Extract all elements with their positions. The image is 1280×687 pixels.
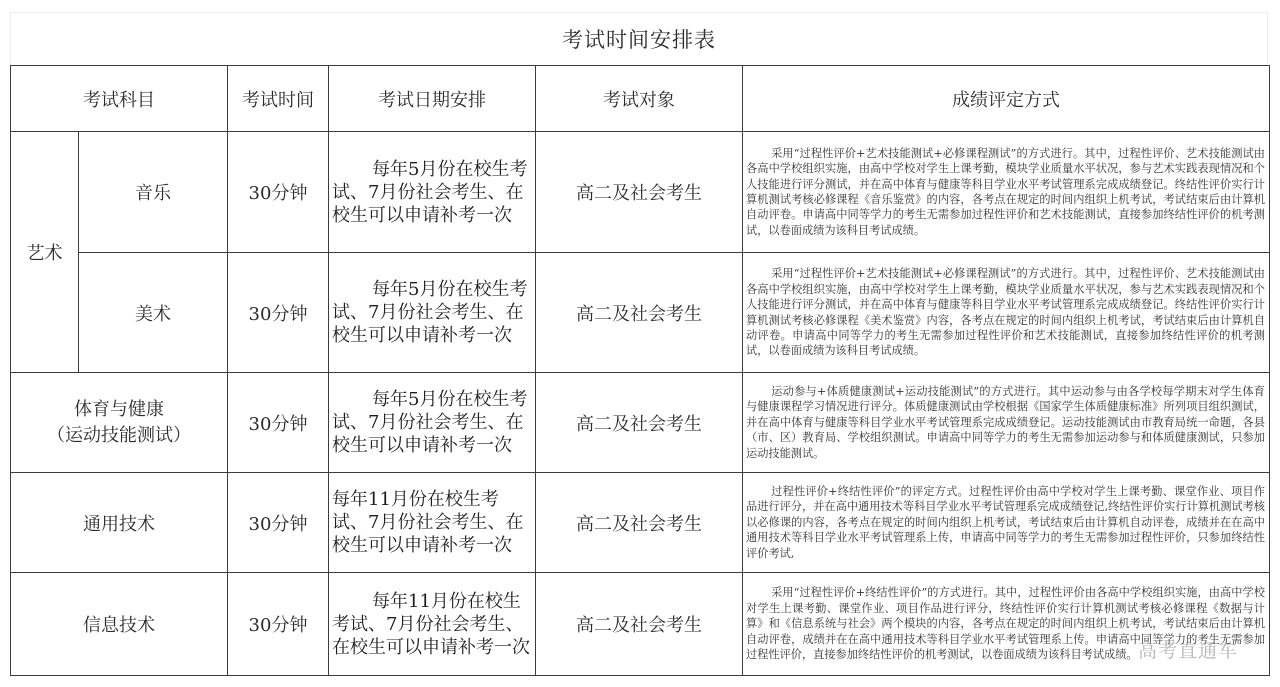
table-row	[11, 573, 1270, 676]
duration-cell: 30分钟	[228, 132, 329, 253]
subject-cell: 信息技术	[11, 573, 228, 676]
target-cell: 高二及社会考生	[536, 573, 743, 676]
grading-text: 采用“过程性评价+终结性评价”的方式进行。其中，过程性评价由各高中学校组织实施，由高中学校对学生上课考勤、课堂作业、项目作品进行评分，终结性评价实行计算机测试考核必修课程《数据与计算》和《信息系统与社会》两个模块的内容，各考点在规定的时间内组织上机考试，考试结束后由计算机自动评卷，成绩并在在高中通用技术等科目学业水平考试管理系上传。申请高中同等学力的考生无需参加过程性评价，直接参加终结性评价的机考测试，以卷面成绩为该科目考试成绩。	[746, 586, 1265, 662]
table-row	[11, 473, 1270, 573]
group-art-label: 艺术	[26, 243, 63, 264]
subject-cell: 通用技术	[11, 473, 228, 573]
duration-cell: 30分钟	[228, 373, 329, 473]
header-date: 考试日期安排	[329, 66, 536, 132]
duration-cell: 30分钟	[228, 473, 329, 573]
table-header-row	[11, 66, 1270, 132]
date-cell	[329, 573, 536, 676]
header-duration: 考试时间	[228, 66, 329, 132]
date-text: 每年11月份在校生考试、7月份社会考生、在校生可以申请补考一次	[332, 489, 524, 556]
date-cell	[329, 132, 536, 253]
header-target: 考试对象	[536, 66, 743, 132]
date-cell	[329, 253, 536, 373]
target-cell: 高二及社会考生	[536, 473, 743, 573]
date-text: 每年5月份在校生考试、7月份社会考生、在校生可以申请补考一次	[332, 389, 528, 456]
date-text: 每年11月份在校生考试、7月份社会考生、在校生可以申请补考一次	[332, 590, 530, 658]
duration-cell: 30分钟	[228, 253, 329, 373]
target-cell: 高二及社会考生	[536, 132, 743, 253]
target-cell: 高二及社会考生	[536, 253, 743, 373]
date-text: 每年5月份在校生考试、7月份社会考生、在校生可以申请补考一次	[332, 158, 528, 226]
table-row	[11, 373, 1270, 473]
group-art-cell	[11, 132, 79, 373]
subject-cell: 美术	[79, 253, 228, 373]
table-row	[11, 132, 1270, 253]
grading-text: 运动参与+体质健康测试+运动技能测试”的方式进行。其中运动参与由各学校每学期末对学生体育与健康课程学习情况进行评分。体质健康测试由学校根据《国家学生体质健康标准》所列项目组织测试，并在高中体育与健康等科目学业水平考试管理系完成成绩登记。运动技能测试由市教育局统一命题，各县（市、区）教育局、学校组织测试。申请高中同等学力的考生无需参加运动参与和体质健康测试，只参加运动技能测试。	[746, 384, 1265, 460]
date-text: 每年5月份在校生考试、7月份社会考生、在校生可以申请补考一次	[332, 279, 528, 346]
grading-cell	[743, 573, 1270, 676]
watermark: 高考直通车	[1138, 640, 1239, 662]
grading-text: 采用“过程性评价+艺术技能测试+必修课程测试”的方式进行。其中，过程性评价、艺术技能测试由各高中学校组织实施，由高中学校对学生上课考勤，模块学业质量水平状况，参与艺术实践表现情况和个人技能进行评分测试，并在高中体育与健康等科目学业水平考试管理系完成成绩登记。终结性评价实行计算机测试考核必修课程《美术鉴赏》内容，各考点在规定的时间内组织上机考试，考试结束后由计算机自动评卷。申请高中同等学力的考生无需参加过程性评价和艺术技能测试，直接参加终结性评价的机考测试，以卷面成绩为该科目考试成绩。	[746, 267, 1265, 358]
exam-schedule-table	[10, 65, 1270, 676]
date-cell	[329, 473, 536, 573]
grading-text: 采用“过程性评价+艺术技能测试+必修课程测试”的方式进行。其中，过程性评价、艺术技能测试由各高中学校组织实施，由高中学校对学生上课考勤，模块学业质量水平状况，参与艺术实践表现情况和个人技能进行评分测试，并在高中体育与健康等科目学业水平考试管理系完成成绩登记。终结性评价实行计算机测试考核必修课程《音乐鉴赏》的内容，各考点在规定的时间内组织上机考试，考试结束后由计算机自动评卷。申请高中同等学力的考生无需参加过程性评价和艺术技能测试，直接参加终结性评价的机考测试，以卷面成绩为该科目考试成绩。	[746, 146, 1265, 237]
date-cell	[329, 373, 536, 473]
duration-cell: 30分钟	[228, 573, 329, 676]
grading-cell	[743, 132, 1270, 253]
table-row	[11, 253, 1270, 373]
subject-cell	[11, 373, 228, 473]
page-title: 考试时间安排表	[10, 12, 1268, 65]
grading-cell	[743, 473, 1270, 573]
header-grading: 成绩评定方式	[743, 66, 1270, 132]
grading-text: 过程性评价+终结性评价”的评定方式。过程性评价由高中学校对学生上课考勤、课堂作业、项目作品进行评分，并在高中通用技术等科目学业水平考试管理系完成成绩登记,终结性评价实行计算机测试考核以必修课的内容，各考点在规定的时间内组织上机考试，考试结束后由计算机自动评卷，成绩并在在高中通用技术等科目学业水平考试管理系上传，申请高中同等学力的考生无需参加过程性评价，只参加终结性评价考试,	[746, 484, 1265, 560]
target-cell: 高二及社会考生	[536, 373, 743, 473]
grading-cell	[743, 373, 1270, 473]
subject-cell: 音乐	[79, 132, 228, 253]
header-subject: 考试科目	[11, 66, 228, 132]
subject-name: 体育与健康	[74, 398, 164, 420]
grading-cell	[743, 253, 1270, 373]
subject-note: （运动技能测试）	[47, 424, 191, 446]
